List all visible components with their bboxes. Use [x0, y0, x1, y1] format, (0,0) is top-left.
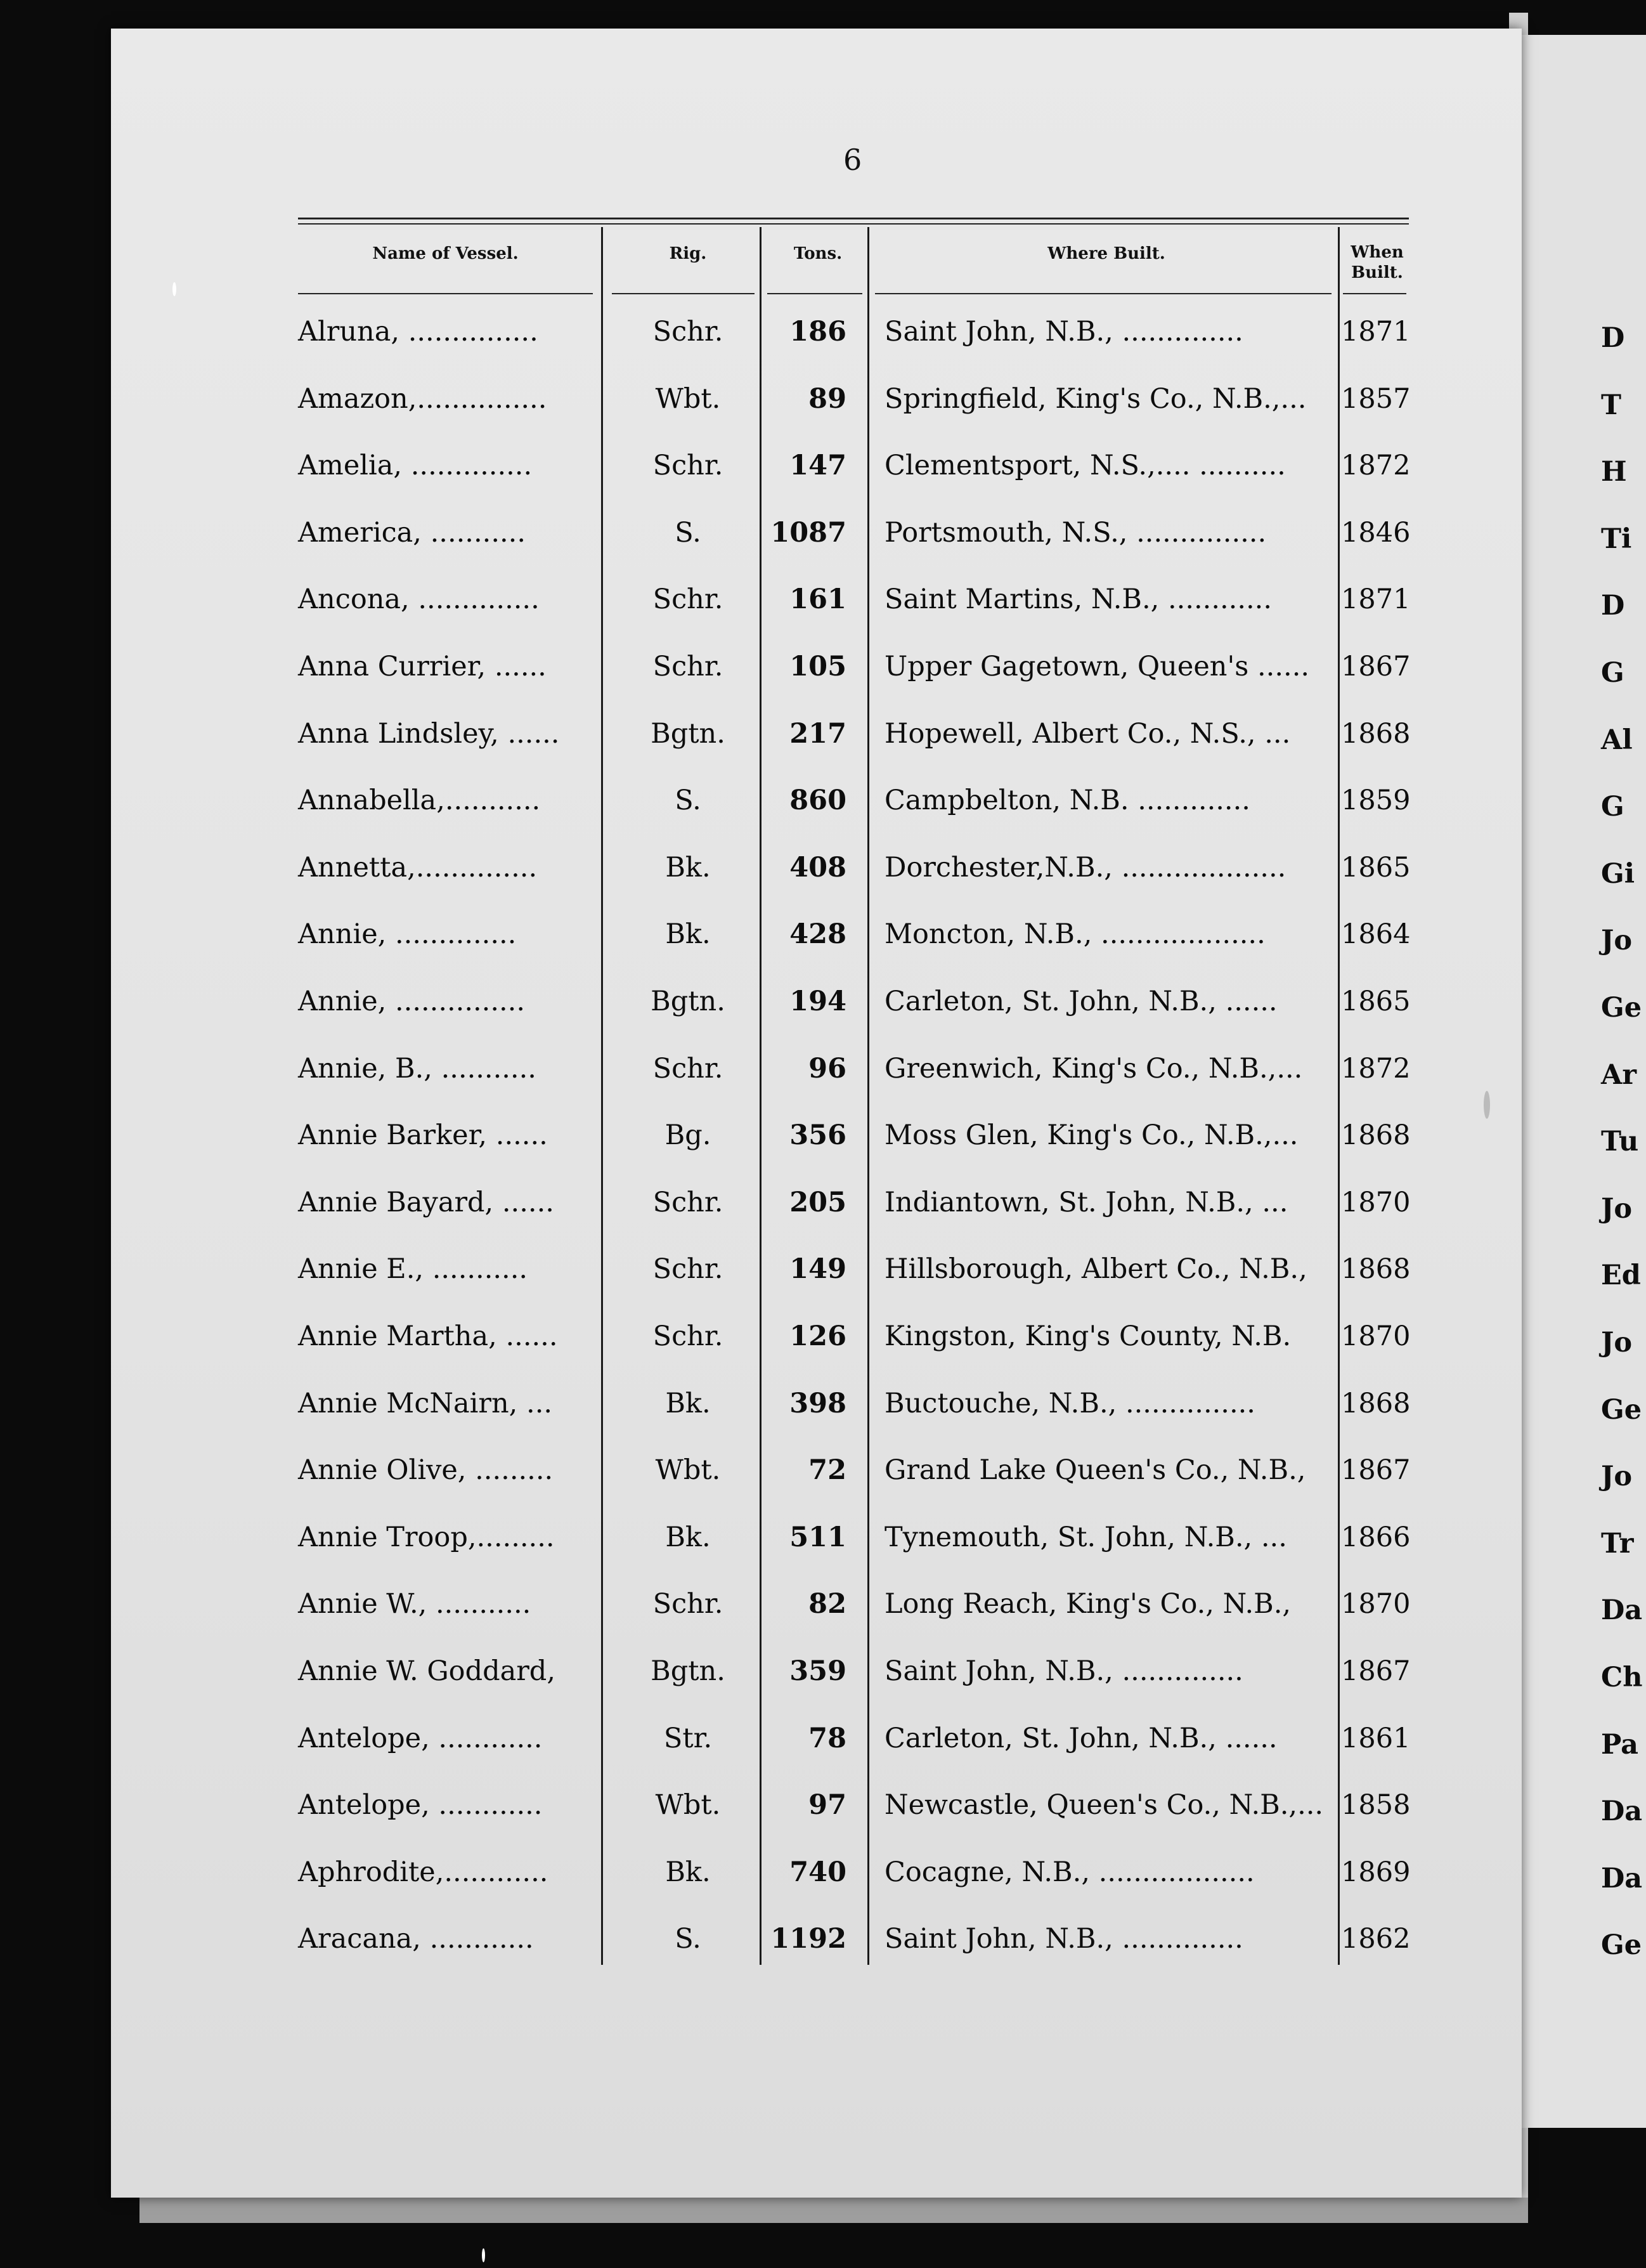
when-built-value: 1864 [1341, 918, 1411, 951]
when-built-value: 1871 [1341, 583, 1411, 616]
when-built-value: 1872 [1341, 1052, 1411, 1085]
tons-value: 1087 [770, 516, 846, 549]
where-built-value: Saint John, N.B., .............. [885, 1655, 1243, 1687]
when-built-value: 1867 [1341, 651, 1411, 682]
next-page-fragment: Tr [1601, 1527, 1634, 1560]
when-built-value: 1869 [1341, 1856, 1411, 1888]
table-row [0, 1187, 1411, 1225]
where-built-value: Buctouche, N.B., ............... [885, 1387, 1255, 1419]
when-built-value: 1868 [1341, 717, 1411, 750]
tons-value: 82 [808, 1588, 846, 1620]
where-built-value: Springfield, King's Co., N.B.,... [885, 382, 1307, 415]
vessel-name: Annie W., ........... [298, 1588, 531, 1620]
rig-value: Bgtn. [651, 986, 725, 1017]
where-built-value: Carleton, St. John, N.B., ...... [885, 1722, 1278, 1754]
table-row [0, 1119, 1411, 1157]
rig-value: Bk. [665, 1521, 711, 1553]
vessel-name: Annie E., ........... [298, 1253, 528, 1286]
tons-value: 89 [808, 382, 846, 415]
table-row [0, 517, 1411, 555]
header-underline-name [298, 293, 593, 294]
where-built-value: Carleton, St. John, N.B., ...... [885, 986, 1278, 1017]
rig-value: Wbt. [655, 1454, 721, 1487]
table-row [0, 918, 1411, 956]
tons-value: 428 [789, 918, 846, 951]
table-row [0, 383, 1411, 421]
header-name-of-vessel: Name of Vessel. [372, 244, 519, 263]
when-built-value: 1859 [1341, 785, 1411, 817]
rig-value: Str. [663, 1722, 713, 1754]
next-page-fragment: Ch [1601, 1662, 1643, 1693]
tons-value: 126 [789, 1320, 846, 1352]
where-built-value: Grand Lake Queen's Co., N.B., [885, 1454, 1306, 1487]
next-page-fragment: G [1601, 791, 1624, 823]
when-built-value: 1846 [1341, 516, 1411, 549]
vessel-name: Annie, ............... [298, 986, 526, 1017]
when-built-value: 1867 [1341, 1454, 1411, 1487]
rig-value: Bk. [665, 1387, 711, 1419]
next-page-fragment: Ed [1601, 1260, 1641, 1292]
tons-value: 186 [789, 316, 846, 348]
vessel-name: Alruna, ............... [298, 316, 538, 348]
next-page-fragment: Jo [1601, 1327, 1633, 1359]
next-page-fragment: Da [1601, 1862, 1643, 1894]
table-row [0, 1923, 1411, 1961]
next-page-fragment: Ge [1601, 992, 1642, 1024]
where-built-value: Greenwich, King's Co., N.B.,... [885, 1052, 1303, 1085]
header-when-line2: Built. [1351, 263, 1403, 282]
rig-value: Schr. [652, 651, 723, 682]
table-row [0, 1789, 1411, 1827]
next-page-fragment: Pa [1601, 1728, 1639, 1761]
vessel-name: Anna Lindsley, ...... [298, 717, 560, 750]
vessel-name: Annie W. Goddard, [298, 1655, 556, 1687]
vessel-name: Amelia, .............. [298, 450, 533, 482]
tons-value: 359 [789, 1655, 846, 1687]
rig-value: Schr. [652, 1320, 723, 1352]
next-page-fragment: H [1601, 456, 1627, 488]
vessel-name: Annie, B., ........... [298, 1052, 536, 1085]
next-page-fragment: Jo [1601, 925, 1633, 957]
when-built-value: 1861 [1341, 1722, 1411, 1754]
rig-value: Bk. [665, 851, 711, 883]
when-built-value: 1867 [1341, 1655, 1411, 1687]
table-row [0, 1253, 1411, 1291]
table-row [0, 1655, 1411, 1693]
when-built-value: 1870 [1341, 1320, 1411, 1352]
rig-value: S. [675, 1923, 701, 1955]
rig-value: Schr. [652, 1186, 723, 1218]
where-built-value: Dorchester,N.B., ................... [885, 851, 1286, 883]
rig-value: Bk. [665, 918, 711, 951]
table-row [0, 718, 1411, 756]
next-page-fragment: D [1601, 590, 1625, 622]
rig-value: Bg. [664, 1119, 711, 1152]
header-underline-tons [767, 293, 862, 294]
where-built-value: Clementsport, N.S.,.... .......... [885, 450, 1286, 482]
next-page-fragment: D [1601, 322, 1625, 354]
vessel-name: Annie, .............. [298, 918, 517, 951]
table-row [0, 1588, 1411, 1626]
rig-value: Schr. [652, 583, 723, 616]
tons-value: 97 [808, 1789, 846, 1822]
tons-value: 398 [789, 1387, 846, 1419]
vessel-name: Aracana, ............ [298, 1923, 534, 1955]
table-row [0, 1320, 1411, 1359]
next-page-fragment: Jo [1601, 1461, 1633, 1493]
next-page-fragment: T [1601, 389, 1621, 421]
table-row [0, 1856, 1411, 1894]
header-where-built: Where Built. [1047, 244, 1165, 263]
next-page-fragment: Da [1601, 1796, 1643, 1828]
table-row [0, 583, 1411, 622]
tons-value: 149 [789, 1253, 846, 1286]
where-built-value: Saint Martins, N.B., ............ [885, 583, 1273, 616]
where-built-value: Moncton, N.B., ................... [885, 918, 1266, 951]
when-built-value: 1865 [1341, 986, 1411, 1017]
table-row [0, 785, 1411, 823]
table-row [0, 1723, 1411, 1761]
when-built-value: 1870 [1341, 1588, 1411, 1620]
where-built-value: Saint John, N.B., .............. [885, 1923, 1243, 1955]
tons-value: 408 [789, 851, 846, 883]
next-page-fragment: Tu [1601, 1126, 1639, 1158]
where-built-value: Upper Gagetown, Queen's ...... [885, 651, 1310, 682]
rig-value: S. [675, 785, 701, 817]
when-built-value: 1865 [1341, 851, 1411, 883]
where-built-value: Kingston, King's County, N.B. [885, 1320, 1292, 1352]
next-page-fragment: Ge [1601, 1393, 1642, 1426]
table-row [0, 1388, 1411, 1426]
when-built-value: 1862 [1341, 1923, 1411, 1955]
rig-value: Schr. [652, 316, 723, 348]
rig-value: Wbt. [655, 1789, 721, 1822]
header-underline-rig [612, 293, 755, 294]
tons-value: 147 [789, 450, 846, 482]
rig-value: Bgtn. [651, 717, 725, 750]
table-row [0, 316, 1411, 354]
rig-value: Bgtn. [651, 1655, 725, 1687]
scan-speck [482, 2248, 485, 2262]
where-built-value: Newcastle, Queen's Co., N.B.,... [885, 1789, 1324, 1822]
tons-value: 72 [808, 1454, 846, 1487]
vessel-name: Annie Barker, ...... [298, 1119, 548, 1152]
tons-value: 105 [789, 651, 846, 682]
scan-speck [1484, 1091, 1490, 1119]
vessel-name: Annie Martha, ...... [298, 1320, 558, 1352]
header-underline-when [1343, 293, 1406, 294]
rig-value: S. [675, 516, 701, 549]
next-page-fragment: Al [1601, 724, 1633, 756]
vessel-name: Annabella,........... [298, 785, 541, 817]
tons-value: 860 [789, 785, 846, 817]
vessel-name: Amazon,............... [298, 382, 547, 415]
tons-value: 1192 [770, 1923, 846, 1955]
where-built-value: Indiantown, St. John, N.B., ... [885, 1186, 1288, 1218]
next-page-fragment: Ge [1601, 1929, 1642, 1962]
where-built-value: Campbelton, N.B. ............. [885, 785, 1250, 817]
when-built-value: 1866 [1341, 1521, 1411, 1553]
next-page-fragment: Da [1601, 1594, 1643, 1627]
tons-value: 78 [808, 1722, 846, 1754]
tons-value: 161 [789, 583, 846, 616]
when-built-value: 1872 [1341, 450, 1411, 482]
vessel-name: Annetta,.............. [298, 851, 538, 883]
header-when-built [1343, 242, 1411, 283]
vessel-name: America, ........... [298, 516, 526, 549]
where-built-value: Moss Glen, King's Co., N.B.,... [885, 1119, 1299, 1152]
page-number: 6 [843, 143, 862, 177]
rig-value: Schr. [652, 1253, 723, 1286]
rig-value: Schr. [652, 1052, 723, 1085]
when-built-value: 1868 [1341, 1387, 1411, 1419]
header-underline-where [875, 293, 1332, 294]
vessel-name: Antelope, ............ [298, 1722, 543, 1754]
rig-value: Wbt. [655, 382, 721, 415]
next-page-fragment: Jo [1601, 1192, 1633, 1225]
vessel-name: Aphrodite,............ [298, 1856, 548, 1888]
tons-value: 205 [789, 1186, 846, 1218]
when-built-value: 1870 [1341, 1186, 1411, 1218]
tons-value: 96 [808, 1052, 846, 1085]
vessel-name: Annie McNairn, ... [298, 1387, 553, 1419]
tons-value: 511 [789, 1521, 846, 1553]
vessel-name: Antelope, ............ [298, 1789, 543, 1822]
table-row [0, 852, 1411, 890]
header-tons: Tons. [793, 244, 843, 263]
where-built-value: Hillsborough, Albert Co., N.B., [885, 1253, 1307, 1286]
vessel-name: Annie Troop,......... [298, 1521, 555, 1553]
tons-value: 356 [789, 1119, 846, 1152]
when-built-value: 1857 [1341, 382, 1411, 415]
header-rig: Rig. [669, 244, 707, 263]
tons-value: 194 [789, 986, 846, 1017]
vessel-name: Annie Olive, ......... [298, 1454, 554, 1487]
when-built-value: 1868 [1341, 1253, 1411, 1286]
where-built-value: Long Reach, King's Co., N.B., [885, 1588, 1292, 1620]
next-page-fragment: Gi [1601, 857, 1635, 890]
scan-speck [172, 282, 176, 296]
table-row [0, 1454, 1411, 1492]
when-built-value: 1858 [1341, 1789, 1411, 1822]
table-row [0, 1053, 1411, 1091]
rig-value: Bk. [665, 1856, 711, 1888]
where-built-value: Portsmouth, N.S., ............... [885, 516, 1267, 549]
rig-value: Schr. [652, 1588, 723, 1620]
table-row [0, 986, 1411, 1024]
page-bottom-shadow [139, 2198, 1528, 2223]
header-when-line1: When [1351, 243, 1404, 262]
next-page-fragment: G [1601, 657, 1624, 689]
when-built-value: 1868 [1341, 1119, 1411, 1152]
vessel-name: Anna Currier, ...... [298, 651, 547, 682]
tons-value: 217 [789, 717, 846, 750]
table-row [0, 450, 1411, 488]
tons-value: 740 [789, 1856, 846, 1888]
where-built-value: Cocagne, N.B., .................. [885, 1856, 1255, 1888]
vessel-name: Annie Bayard, ...... [298, 1186, 554, 1218]
next-page-fragment: Ar [1601, 1059, 1637, 1091]
header-double-rule [298, 218, 1409, 225]
where-built-value: Hopewell, Albert Co., N.S., ... [885, 717, 1291, 750]
when-built-value: 1871 [1341, 316, 1411, 348]
next-page-fragment: Ti [1601, 523, 1632, 555]
where-built-value: Saint John, N.B., .............. [885, 316, 1243, 348]
rig-value: Schr. [652, 450, 723, 482]
table-row [0, 651, 1411, 689]
vessel-name: Ancona, .............. [298, 583, 540, 616]
table-row [0, 1522, 1411, 1560]
where-built-value: Tynemouth, St. John, N.B., ... [885, 1521, 1287, 1553]
